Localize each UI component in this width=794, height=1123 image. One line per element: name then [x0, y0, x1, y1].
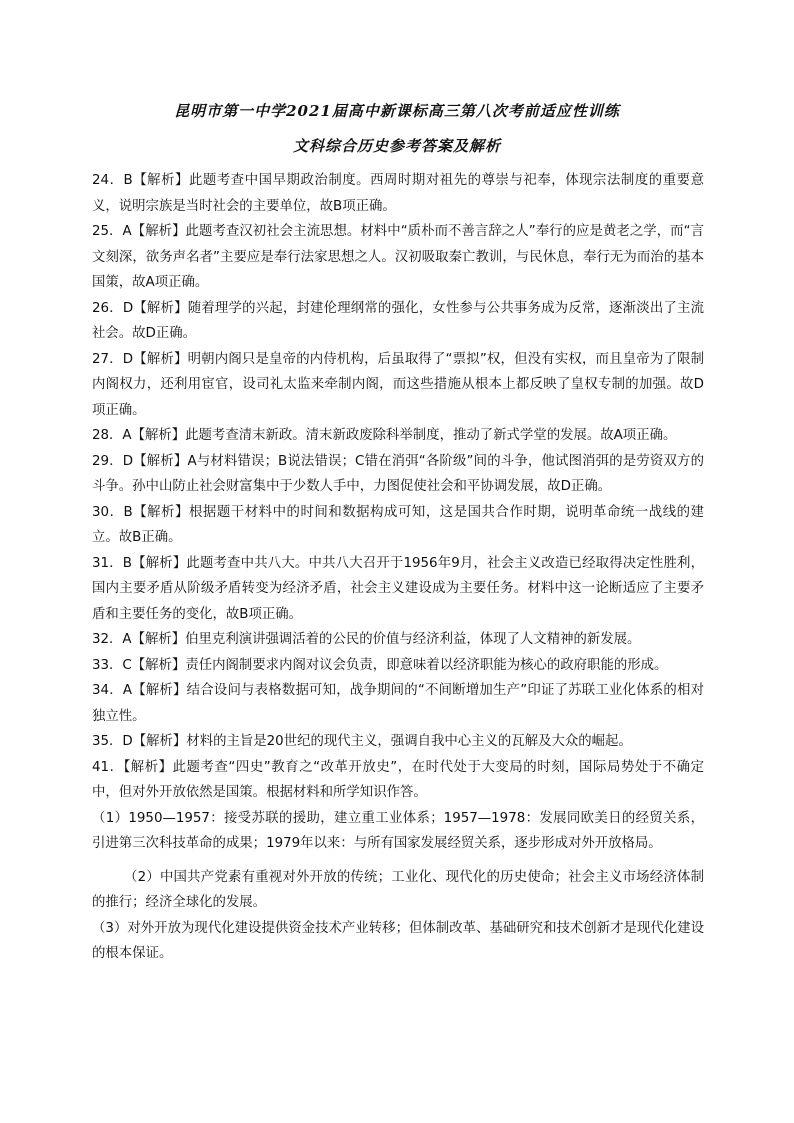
answer-26: 26．D【解析】随着理学的兴起，封建伦理纲常的强化，女性参与公共事务成为反常，逐渐淡出了主流社会。故D正确。: [92, 300, 704, 341]
answer-32: 32．A【解析】伯里克利演讲强调活着的公民的价值与经济利益，体现了人文精神的新发展。: [92, 632, 641, 647]
answer-25: 25．A【解析】此题考查汉初社会主流思想。材料中“质朴而不善言辞之人”奉行的应是黄老之学，而“言文刻深，欲务声名者”主要应是奉行法家思想之人。汉初吸取秦亡教训，与民休息，奉行无为而治的基本国策，故A项正确。: [92, 224, 704, 290]
answer-27: 27．D【解析】明朝内阁只是皇帝的内侍机构，后虽取得了“票拟”权，但没有实权，而且皇帝为了限制内阁权力，还利用宦官，设司礼太监来牵制内阁，而这些措施从根本上都反映了皇权专制的加强。故D项正确。: [92, 351, 704, 418]
answer-41: 41．【解析】此题考查“四史”教育之“改革开放史”，在时代处于大变局的时刻，国际局势处于不确定中，但对外开放依然是国策。根据材料和所学知识作答。: [92, 759, 704, 800]
document-title: 昆明市第一中学2021届高中新课标高三第八次考前适应性训练: [174, 102, 620, 120]
answer-41-part-2: （2）中国共产党素有重视对外开放的传统；工业化、现代化的历史使命；社会主义市场经济体制的推行；经济全球化的发展。: [92, 869, 704, 910]
answer-35: 35．D【解析】材料的主旨是20世纪的现代主义，强调自我中心主义的瓦解及大众的崛起。: [92, 734, 632, 749]
document-subtitle: 文科综合历史参考答案及解析: [292, 137, 501, 155]
answer-list: [92, 168, 704, 967]
answer-31: 31．B【解析】此题考查中共八大。中共八大召开于1956年9月，社会主义改造已经取得决定性胜利，国内主要矛盾从阶级矛盾转变为经济矛盾，社会主义建设成为主要任务。材料中这一论断适应了主要矛盾和主要任务的变化，故B项正确。: [92, 555, 704, 622]
answer-34: 34．A【解析】结合设问与表格数据可知，战争期间的“不间断增加生产”印证了苏联工业化体系的相对独立性。: [92, 683, 704, 724]
answer-30: 30．B【解析】根据题干材料中的时间和数据构成可知，这是国共合作时期，说明革命统一战线的建立。故B正确。: [92, 504, 704, 545]
answer-28: 28．A【解析】此题考查清末新政。清末新政废除科举制度，推动了新式学堂的发展。故A项正确。: [92, 428, 677, 443]
answer-41-part-3: （3）对外开放为现代化建设提供资金技术产业转移；但体制改革、基础研究和技术创新才是现代化建设的根本保证。: [92, 920, 704, 961]
answer-33: 33．C【解析】责任内阁制要求内阁对议会负责，即意味着以经济职能为核心的政府职能的形成。: [92, 657, 668, 673]
answer-29: 29．D【解析】A与材料错误；B说法错误；C错在消弭“各阶级”间的斗争，他试图消弭的是劳资双方的斗争。孙中山防止社会财富集中于少数人手中，力图促使社会和平协调发展，故D正确。: [92, 453, 704, 494]
answer-24: 24．B【解析】此题考查中国早期政治制度。西周时期对祖先的尊崇与祀奉，体现宗法制度的重要意义，说明宗族是当时社会的主要单位，故B项正确。: [92, 173, 704, 214]
answer-41-part-1: （1）1950—1957：接受苏联的援助，建立重工业体系；1957—1978：发展同欧美日的经贸关系，引进第三次科技革命的成果；1979年以来：与所有国家发展经贸关系，逐步形成对外开放格局。: [92, 810, 704, 851]
